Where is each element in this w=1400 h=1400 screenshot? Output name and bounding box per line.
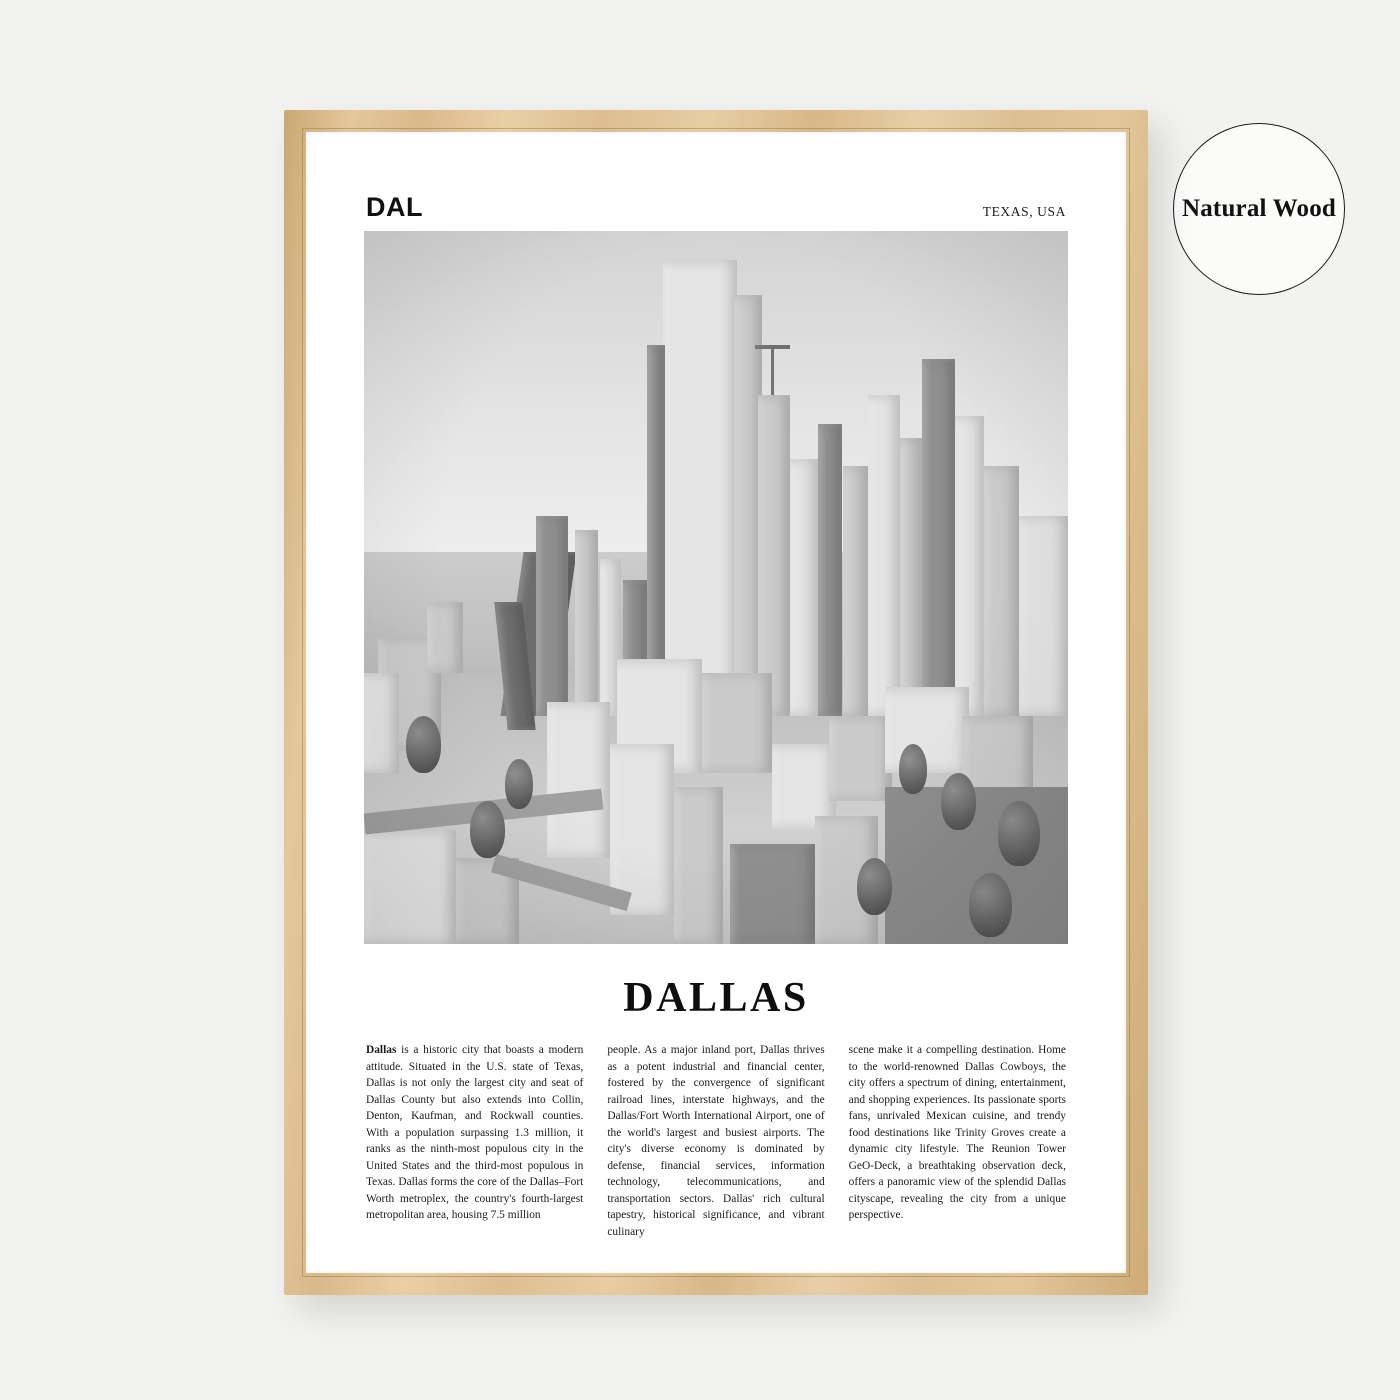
photo-tree [470,801,505,858]
photo-building [364,830,456,944]
photo-building [547,702,610,859]
photo-building [730,844,814,944]
body-column-2: people. As a major inland port, Dallas thrives as a potent industrial and financial center, fostered by the convergence of significant railroad lines, interstate highways, and the Dallas/Fort Worth International Airport, one of the world's largest and busiest airports. The city's diverse economy is dominated by defense, financial services, information technology, telecommunications, and transportation sectors. Dallas' rich cultural tapestry, historical significance, and vibrant culinary [607,1044,825,1238]
photo-building [758,395,790,716]
poster-region-label: TEXAS, USA [982,204,1066,219]
photo-building [364,673,399,773]
photo-building [702,673,772,773]
material-badge-label: Natural Wood [1181,195,1337,222]
photo-tree [941,773,976,830]
photo-building [790,459,818,716]
photo-building [843,466,868,716]
photo-building [818,424,842,716]
photo-building [674,787,723,944]
photo-tree [857,858,892,915]
photo-tree [505,759,533,809]
photo-tree [969,873,1011,937]
poster-body-columns [364,1042,1068,1240]
photo-building [575,530,598,715]
body-lead-word: Dallas [366,1044,397,1056]
poster-airport-code: DAL [366,192,423,222]
photo-tree [998,801,1040,865]
poster-header [364,192,1068,231]
photo-building [829,716,892,802]
photo-crane-jib [755,345,790,349]
photo-building-dark-tower [536,516,568,716]
material-badge [1173,123,1345,295]
photo-building [955,416,983,715]
photo-main-skyscraper [663,260,737,716]
photo-building [1019,516,1068,716]
poster-title: DALLAS [623,975,809,1021]
photo-building [868,395,900,716]
photo-building [984,466,1019,716]
body-column-1-text: is a historic city that boasts a modern attitude. Situated in the U.S. state of Texas, Dallas is not only the largest city and seat of Dallas County but also extends into Collin, Denton, Kaufman, and Rockwall counties. With a population surpassing 1.3 million, it ranks as the ninth-most populous city in the United States and the third-most populous in Texas. Dallas forms the core of the Dallas–Fort Worth metroplex, the country's fourth-largest metropolitan area, housing 7.5 million [366,1044,584,1222]
body-column-3: scene make it a compelling destination. Home to the world-renowned Dallas Cowboys, the city offers a spectrum of dining, entertainment, and shopping experiences. Its passionate sports fans, unrivaled Mexican cuisine, and trendy food destinations like Trinity Groves create a dynamic city lifestyle. The Reunion Tower GeO-Deck, a breathtaking observation deck, offers a panoramic view of the splendid Dallas cityscape, revealing the city from a unique perspective. [848,1044,1066,1222]
photo-tree [899,744,927,794]
photo-building [900,438,921,716]
frame-mat [306,132,1126,1273]
photo-building [922,359,956,716]
photo-tree [406,716,441,773]
photo-building [427,602,462,673]
poster [364,192,1068,1238]
poster-photograph [364,231,1068,944]
picture-frame [284,110,1148,1295]
body-column-1 [366,1042,583,1240]
photo-building [885,687,969,773]
